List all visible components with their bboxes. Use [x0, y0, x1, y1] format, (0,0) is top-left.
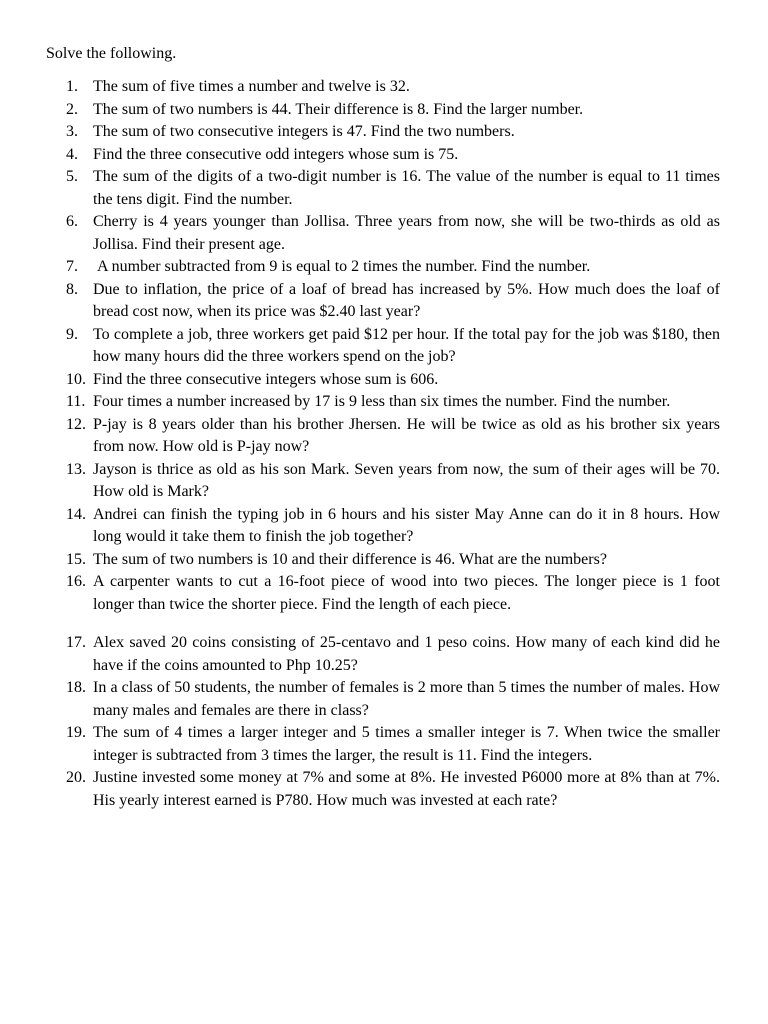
- problem-number: 7.: [66, 258, 78, 275]
- problem-number: 16.: [66, 573, 86, 590]
- problem-number: 2.: [66, 100, 78, 118]
- problem-text: The sum of two consecutive integers is 47. Find the two numbers.: [93, 123, 515, 140]
- problem-number: 3.: [66, 123, 78, 140]
- problem-item: [66, 459, 720, 504]
- problem-number: 11.: [66, 393, 86, 410]
- problem-item: [66, 256, 720, 279]
- problem-number: 19.: [66, 724, 86, 741]
- problem-item: [66, 166, 720, 211]
- problem-text: The sum of two numbers is 44. Their difference is 8. Find the larger number.: [93, 100, 584, 118]
- problem-number: 12.: [66, 415, 86, 433]
- problem-text: Cherry is 4 years younger than Jollisa. Three years from now, she will be two-thirds as old as Jollisa. Find their present age.: [93, 213, 720, 253]
- problem-text: Justine invested some money at 7% and some at 8%. He invested P6000 more at 8% than at 7%. His yearly interest earned is P780. How much was invested at each rate?: [93, 769, 720, 809]
- problem-item: [66, 677, 720, 722]
- problem-number: 10.: [66, 370, 86, 388]
- problem-item: [66, 504, 720, 549]
- problem-item: [66, 632, 720, 677]
- problem-text: The sum of 4 times a larger integer and 5 times a smaller integer is 7. When twice the smaller integer is subtracted from 3 times the larger, the result is 11. Find the integers.: [93, 724, 720, 764]
- problem-item: [66, 144, 720, 167]
- problem-text: A number subtracted from 9 is equal to 2 times the number. Find the number.: [97, 258, 591, 275]
- problem-item: [66, 571, 720, 616]
- problem-item: [66, 391, 720, 414]
- problem-number: 14.: [66, 505, 86, 523]
- problem-text: The sum of five times a number and twelve is 32.: [93, 78, 410, 95]
- problem-number: 17.: [66, 634, 86, 651]
- problem-text: To complete a job, three workers get paid $12 per hour. If the total pay for the job was $180, then how many hours did the three workers spend on the job?: [93, 325, 720, 365]
- problem-number: 5.: [66, 168, 78, 185]
- problem-text: P-jay is 8 years older than his brother Jhersen. He will be twice as old as his brother six years from now. How old is P-jay now?: [93, 415, 720, 455]
- problem-number: 1.: [66, 78, 78, 95]
- problem-item: [66, 549, 720, 572]
- problem-item: [66, 121, 720, 144]
- problem-number: 18.: [66, 679, 86, 696]
- problem-item: [66, 76, 720, 99]
- problem-item: [66, 369, 720, 392]
- problem-list: [66, 76, 720, 812]
- problem-text: The sum of two numbers is 10 and their difference is 46. What are the numbers?: [93, 550, 607, 568]
- problem-text: Find the three consecutive integers whose sum is 606.: [93, 370, 439, 388]
- problem-number: 8.: [66, 280, 78, 298]
- problem-text: The sum of the digits of a two-digit number is 16. The value of the number is equal to 11 times the tens digit. Find the number.: [93, 168, 720, 208]
- problem-text: Andrei can finish the typing job in 6 hours and his sister May Anne can do it in 8 hours. How long would it take them to finish the job together?: [93, 505, 720, 545]
- problem-text: A carpenter wants to cut a 16-foot piece of wood into two pieces. The longer piece is 1 foot longer than twice the shorter piece. Find the length of each piece.: [93, 573, 720, 613]
- problem-number: 9.: [66, 325, 78, 343]
- problem-text: Jayson is thrice as old as his son Mark. Seven years from now, the sum of their ages will be 70. How old is Mark?: [93, 460, 720, 500]
- problem-text: Four times a number increased by 17 is 9 less than six times the number. Find the number.: [93, 393, 671, 410]
- problem-text: Find the three consecutive odd integers whose sum is 75.: [93, 145, 459, 163]
- problem-number: 15.: [66, 550, 86, 568]
- problem-item: [66, 767, 720, 812]
- problem-number: 4.: [66, 145, 78, 163]
- problem-text: Due to inflation, the price of a loaf of bread has increased by 5%. How much does the loaf of bread cost now, when its price was $2.40 last year?: [93, 280, 720, 320]
- problem-number: 13.: [66, 460, 86, 478]
- problem-text: Alex saved 20 coins consisting of 25-centavo and 1 peso coins. How many of each kind did he have if the coins amounted to Php 10.25?: [93, 634, 720, 674]
- problem-text: In a class of 50 students, the number of females is 2 more than 5 times the number of males. How many males and females are there in class?: [93, 679, 720, 719]
- problem-item: [66, 279, 720, 324]
- problem-number: 6.: [66, 213, 78, 230]
- problem-item: [66, 722, 720, 767]
- problem-item: [66, 324, 720, 369]
- problem-item: [66, 211, 720, 256]
- problem-item: [66, 414, 720, 459]
- instructions-heading: Solve the following.: [46, 45, 177, 62]
- problem-item: [66, 99, 720, 122]
- problem-number: 20.: [66, 769, 86, 786]
